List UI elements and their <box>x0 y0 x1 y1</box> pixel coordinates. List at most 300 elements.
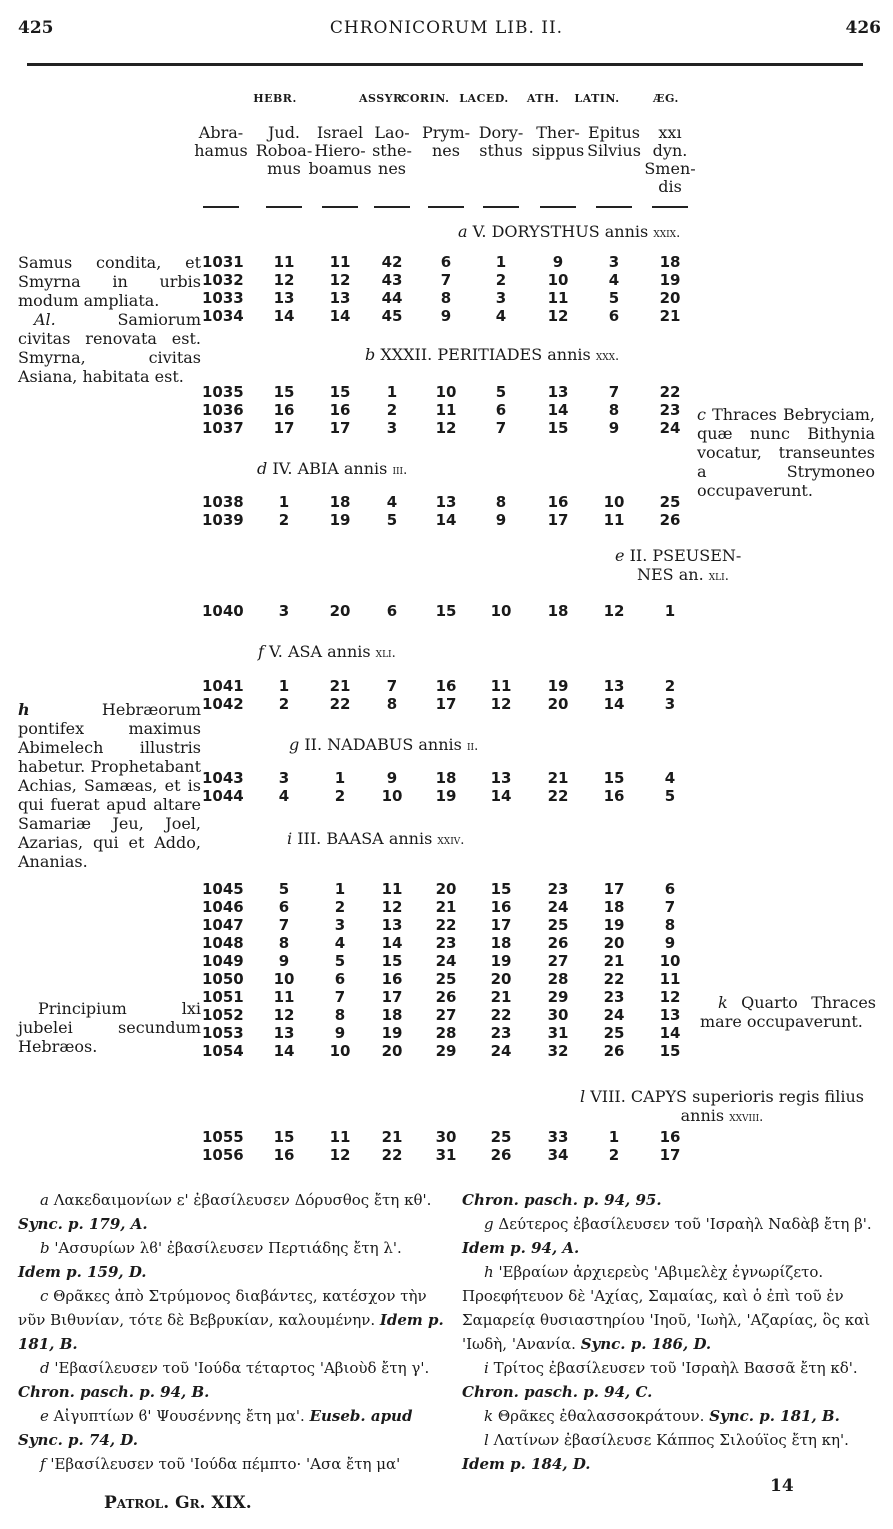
margin-note-k: k Quarto Thraces mare occupaverunt. <box>700 993 876 1031</box>
column-group-label: CORIN. <box>400 92 450 105</box>
table-cell: 6 <box>440 253 452 271</box>
table-cell: 12 <box>381 898 403 916</box>
footnote-text: Δεύτερος ἐβασίλευσεν τοῦ 'Ισραὴλ Ναδὰβ ἔτη β'. <box>498 1215 872 1233</box>
year-cell: 1032 <box>202 271 244 289</box>
table-cell: 3 <box>278 769 290 787</box>
table-cell: 3 <box>495 289 507 307</box>
table-cell: 1 <box>334 769 346 787</box>
table-cell: 18 <box>490 934 512 952</box>
table-cell: 6 <box>278 898 290 916</box>
footnote-source: Idem p. 159, D. <box>18 1263 147 1281</box>
table-cell: 1 <box>278 677 290 695</box>
table-cell: 1 <box>278 493 290 511</box>
table-cell: 26 <box>490 1146 512 1164</box>
table-cell: 4 <box>334 934 346 952</box>
table-cell: 10 <box>381 787 403 805</box>
footnote-e <box>18 1404 446 1452</box>
table-cell: 5 <box>664 787 676 805</box>
table-cell: 17 <box>603 880 625 898</box>
table-cell: 23 <box>490 1024 512 1042</box>
table-cell: 2 <box>386 401 398 419</box>
table-cell: 1 <box>334 880 346 898</box>
table-cell: 12 <box>329 271 351 289</box>
table-cell: 13 <box>435 493 457 511</box>
table-cell: 14 <box>273 307 295 325</box>
table-cell: 4 <box>608 271 620 289</box>
table-cell: 26 <box>659 511 681 529</box>
footnote-text: Λακεδαιμονίων ε' ἐβασίλευσεν Δόρυσθος ἔτη κθ'. <box>53 1191 432 1209</box>
footnote-source: Chron. pasch. p. 94, C. <box>462 1383 653 1401</box>
table-cell: 24 <box>659 419 681 437</box>
table-cell: 9 <box>608 419 620 437</box>
table-cell: 26 <box>603 1042 625 1060</box>
table-cell: 17 <box>381 988 403 1006</box>
table-cell: 11 <box>603 511 625 529</box>
column-head: Dory- sthus <box>478 123 524 160</box>
table-cell: 19 <box>547 677 569 695</box>
year-cell: 1034 <box>202 307 244 325</box>
footnote-text: Θρᾶκες ἐθαλασσοκράτουν. <box>497 1407 710 1425</box>
year-cell: 1046 <box>202 898 244 916</box>
footnote-letter: c <box>40 1287 54 1305</box>
table-cell: 25 <box>603 1024 625 1042</box>
footnote-letter: i <box>484 1359 494 1377</box>
patrologia-signature: Patrol. Gr. XIX. <box>104 1493 252 1513</box>
column-head: Prym- nes <box>421 123 471 160</box>
table-cell: 12 <box>273 271 295 289</box>
table-cell: 4 <box>664 769 676 787</box>
table-cell: 32 <box>547 1042 569 1060</box>
table-cell: 2 <box>664 677 676 695</box>
table-cell: 15 <box>435 602 457 620</box>
table-cell: 3 <box>386 419 398 437</box>
footnote-source: Idem p. 94, A. <box>462 1239 580 1257</box>
column-group-label: LATIN. <box>574 92 620 105</box>
table-cell: 17 <box>547 511 569 529</box>
table-cell: 19 <box>490 952 512 970</box>
footnote-cont <box>462 1188 877 1212</box>
footnote-letter: b <box>40 1239 55 1257</box>
table-cell: 17 <box>659 1146 681 1164</box>
footnote-l <box>462 1428 877 1476</box>
header-rule <box>27 63 863 66</box>
column-rule <box>266 206 302 208</box>
table-cell: 22 <box>381 1146 403 1164</box>
king-heading-i: i III. BAASA annis xxiv. <box>287 829 465 848</box>
footnote-letter: e <box>40 1407 54 1425</box>
footnote-letter: d <box>40 1359 55 1377</box>
table-cell: 15 <box>329 383 351 401</box>
table-cell: 13 <box>329 289 351 307</box>
column-head: Abra- hamus <box>194 123 248 160</box>
table-cell: 20 <box>381 1042 403 1060</box>
footnote-source: Sync. p. 179, A. <box>18 1215 148 1233</box>
table-cell: 1 <box>386 383 398 401</box>
table-cell: 7 <box>386 677 398 695</box>
year-cell: 1036 <box>202 401 244 419</box>
table-cell: 24 <box>490 1042 512 1060</box>
table-cell: 6 <box>334 970 346 988</box>
table-cell: 7 <box>608 383 620 401</box>
table-cell: 17 <box>273 419 295 437</box>
table-cell: 13 <box>547 383 569 401</box>
table-cell: 29 <box>547 988 569 1006</box>
table-cell: 13 <box>490 769 512 787</box>
year-cell: 1053 <box>202 1024 244 1042</box>
footnote-text: Αἰγυπτίων ϐ' Ψουσέννης ἔτη μα'. <box>53 1407 310 1425</box>
table-cell: 27 <box>435 1006 457 1024</box>
footnote-letter: h <box>484 1263 499 1281</box>
table-cell: 18 <box>329 493 351 511</box>
column-head: Ther- sippus <box>531 123 585 160</box>
column-rule <box>374 206 410 208</box>
table-cell: 28 <box>435 1024 457 1042</box>
year-cell: 1054 <box>202 1042 244 1060</box>
column-rule <box>322 206 358 208</box>
year-cell: 1031 <box>202 253 244 271</box>
table-cell: 21 <box>659 307 681 325</box>
table-cell: 4 <box>386 493 398 511</box>
king-heading-g: g II. NADABUS annis ii. <box>289 735 479 754</box>
footnote-text: Θρᾶκες ἀπὸ Στρύμονος διαβάντες, κατέσχον τὴν νῦν Βιθυνίαν, τότε δὲ Βεβρυκίαν, καλουμένην. <box>18 1287 427 1329</box>
table-cell: 24 <box>603 1006 625 1024</box>
table-cell: 6 <box>495 401 507 419</box>
table-cell: 18 <box>547 602 569 620</box>
table-cell: 9 <box>278 952 290 970</box>
table-cell: 3 <box>664 695 676 713</box>
table-cell: 8 <box>278 934 290 952</box>
year-cell: 1037 <box>202 419 244 437</box>
table-cell: 22 <box>435 916 457 934</box>
table-cell: 14 <box>659 1024 681 1042</box>
table-cell: 21 <box>381 1128 403 1146</box>
table-cell: 11 <box>329 1128 351 1146</box>
table-cell: 2 <box>608 1146 620 1164</box>
table-cell: 17 <box>329 419 351 437</box>
footnote-letter: a <box>40 1191 54 1209</box>
table-cell: 11 <box>547 289 569 307</box>
table-cell: 45 <box>381 307 403 325</box>
column-rule <box>596 206 632 208</box>
table-cell: 15 <box>273 383 295 401</box>
table-cell: 9 <box>386 769 398 787</box>
footnote-source: Idem p. 184, D. <box>462 1455 591 1473</box>
table-cell: 5 <box>608 289 620 307</box>
table-cell: 2 <box>334 898 346 916</box>
column-head: Epitus Silvius <box>587 123 641 160</box>
footnote-source: Sync. p. 186, D. <box>580 1335 712 1353</box>
table-cell: 26 <box>435 988 457 1006</box>
table-cell: 2 <box>278 695 290 713</box>
table-cell: 27 <box>547 952 569 970</box>
table-cell: 6 <box>608 307 620 325</box>
footnote-text: 'Εβασίλευσεν τοῦ 'Ιούδα πέμπτο· 'Ασα ἔτη μα' <box>50 1455 401 1473</box>
year-cell: 1033 <box>202 289 244 307</box>
table-cell: 11 <box>381 880 403 898</box>
table-cell: 1 <box>664 602 676 620</box>
table-cell: 12 <box>547 307 569 325</box>
table-cell: 11 <box>490 677 512 695</box>
table-cell: 16 <box>490 898 512 916</box>
table-cell: 22 <box>603 970 625 988</box>
footnote-i <box>462 1356 877 1404</box>
running-title: CHRONICORUM LIB. II. <box>329 18 564 38</box>
footnote-h <box>462 1260 877 1356</box>
year-cell: 1045 <box>202 880 244 898</box>
table-cell: 11 <box>659 970 681 988</box>
table-cell: 21 <box>490 988 512 1006</box>
footnote-letter: k <box>484 1407 498 1425</box>
table-cell: 16 <box>659 1128 681 1146</box>
footnote-column <box>462 1188 877 1476</box>
year-cell: 1055 <box>202 1128 244 1146</box>
table-cell: 20 <box>329 602 351 620</box>
table-cell: 15 <box>273 1128 295 1146</box>
king-heading-b: b XXXII. PERITIADES annis xxx. <box>365 345 620 364</box>
margin-note-samus: Samus condita, et Smyrna in urbis modum ampliata. <box>18 253 201 310</box>
column-group-label: LACED. <box>459 92 509 105</box>
table-cell: 2 <box>495 271 507 289</box>
table-cell: 25 <box>659 493 681 511</box>
column-head: Lao- sthe- nes <box>372 123 412 178</box>
table-cell: 22 <box>659 383 681 401</box>
table-cell: 13 <box>273 289 295 307</box>
footnote-source: Euseb. apud Sync. p. 74, D. <box>18 1407 413 1449</box>
margin-note-samiorum: Al. Samiorum civitas renovata est. Smyrna, civitas Asiana, habitata est. <box>18 310 201 386</box>
margin-note-c: c Thraces Bebryciam, quæ nunc Bithynia vocatur, transeuntes a Strymoneo occupaverunt. <box>697 405 875 500</box>
footnote-text: Τρίτος ἐβασίλευσεν τοῦ 'Ισραὴλ Βασσᾶ ἔτη κδ'. <box>493 1359 858 1377</box>
table-cell: 25 <box>435 970 457 988</box>
table-cell: 5 <box>495 383 507 401</box>
table-cell: 8 <box>334 1006 346 1024</box>
table-cell: 11 <box>273 988 295 1006</box>
table-cell: 30 <box>435 1128 457 1146</box>
footnote-letter: l <box>484 1431 494 1449</box>
table-cell: 12 <box>435 419 457 437</box>
footnote-letter: f <box>40 1455 51 1473</box>
table-cell: 29 <box>435 1042 457 1060</box>
table-cell: 7 <box>664 898 676 916</box>
table-cell: 7 <box>495 419 507 437</box>
table-cell: 24 <box>547 898 569 916</box>
table-cell: 9 <box>334 1024 346 1042</box>
footnote-f <box>18 1452 446 1476</box>
table-cell: 20 <box>603 934 625 952</box>
footnote-column <box>18 1188 446 1476</box>
table-cell: 16 <box>329 401 351 419</box>
column-rule <box>652 206 688 208</box>
table-cell: 25 <box>547 916 569 934</box>
table-cell: 16 <box>435 677 457 695</box>
table-cell: 14 <box>547 401 569 419</box>
table-cell: 42 <box>381 253 403 271</box>
table-cell: 11 <box>435 401 457 419</box>
table-cell: 13 <box>659 1006 681 1024</box>
table-cell: 5 <box>386 511 398 529</box>
table-cell: 10 <box>435 383 457 401</box>
footnote-k <box>462 1404 877 1428</box>
table-cell: 14 <box>329 307 351 325</box>
year-cell: 1044 <box>202 787 244 805</box>
king-heading-e: e II. PSEUSEN- NES an. xli. <box>615 546 742 584</box>
table-cell: 15 <box>490 880 512 898</box>
table-cell: 14 <box>435 511 457 529</box>
table-cell: 34 <box>547 1146 569 1164</box>
table-cell: 12 <box>603 602 625 620</box>
footnote-letter: g <box>484 1215 499 1233</box>
table-cell: 3 <box>278 602 290 620</box>
table-cell: 3 <box>334 916 346 934</box>
table-cell: 24 <box>435 952 457 970</box>
table-cell: 7 <box>334 988 346 1006</box>
column-head: Jud. Roboa- mus <box>255 123 313 178</box>
table-cell: 8 <box>440 289 452 307</box>
table-cell: 20 <box>659 289 681 307</box>
column-head: xxı dyn. Smen- dis <box>644 123 696 196</box>
table-cell: 6 <box>386 602 398 620</box>
table-cell: 1 <box>495 253 507 271</box>
footnote-source: Chron. pasch. p. 94, 95. <box>462 1191 662 1209</box>
table-cell: 22 <box>329 695 351 713</box>
table-cell: 22 <box>547 787 569 805</box>
table-cell: 13 <box>603 677 625 695</box>
year-cell: 1056 <box>202 1146 244 1164</box>
table-cell: 26 <box>547 934 569 952</box>
table-cell: 9 <box>664 934 676 952</box>
table-cell: 14 <box>490 787 512 805</box>
footnote-g <box>462 1212 877 1260</box>
year-cell: 1040 <box>202 602 244 620</box>
table-cell: 7 <box>440 271 452 289</box>
table-cell: 19 <box>659 271 681 289</box>
table-cell: 23 <box>603 988 625 1006</box>
table-cell: 28 <box>547 970 569 988</box>
table-cell: 16 <box>603 787 625 805</box>
footnote-text: 'Εβασίλευσεν τοῦ 'Ιούδα τέταρτος 'Αβιοὺδ ἔτη γ'. <box>54 1359 430 1377</box>
table-cell: 44 <box>381 289 403 307</box>
year-cell: 1039 <box>202 511 244 529</box>
footnote-text: 'Ασσυρίων λϐ' ἐβασίλευσεν Περτιάδης ἔτη λ'. <box>54 1239 402 1257</box>
table-cell: 11 <box>273 253 295 271</box>
year-cell: 1042 <box>202 695 244 713</box>
table-cell: 6 <box>664 880 676 898</box>
year-cell: 1050 <box>202 970 244 988</box>
column-group-label: ATH. <box>526 92 560 105</box>
footnote-text: 'Εβραίων ἀρχιερεὺς 'Αβιμελὲχ ἐγνωρίζετο. Προεφήτευον δὲ 'Αχίας, Σαμαίας, καὶ ὁ ἐπὶ τοῦ ἐν Σαμαρείᾳ θυσιαστηρίου 'Ιηοῦ, 'Ιωὴλ, 'Αζαρίας, ὃς καὶ 'Ιωδὴ, 'Ανανία. <box>462 1263 871 1353</box>
king-heading-a: a V. DORYSTHUS annis xxix. <box>458 222 681 241</box>
footnote-source: Sync. p. 181, B. <box>709 1407 840 1425</box>
table-cell: 31 <box>547 1024 569 1042</box>
column-group-label: ÆG. <box>653 92 679 105</box>
table-cell: 8 <box>386 695 398 713</box>
table-cell: 13 <box>273 1024 295 1042</box>
table-cell: 19 <box>329 511 351 529</box>
table-cell: 4 <box>278 787 290 805</box>
king-heading-f: f V. ASA annis xli. <box>258 642 396 661</box>
table-cell: 9 <box>440 307 452 325</box>
footnote-a <box>18 1188 446 1236</box>
table-cell: 16 <box>273 1146 295 1164</box>
table-cell: 20 <box>435 880 457 898</box>
table-cell: 25 <box>490 1128 512 1146</box>
table-cell: 23 <box>547 880 569 898</box>
table-cell: 10 <box>659 952 681 970</box>
table-cell: 16 <box>381 970 403 988</box>
table-cell: 21 <box>547 769 569 787</box>
table-cell: 31 <box>435 1146 457 1164</box>
table-cell: 21 <box>329 677 351 695</box>
table-cell: 15 <box>547 419 569 437</box>
year-cell: 1052 <box>202 1006 244 1024</box>
table-cell: 14 <box>603 695 625 713</box>
table-cell: 14 <box>381 934 403 952</box>
footnote-d <box>18 1356 446 1404</box>
year-cell: 1043 <box>202 769 244 787</box>
table-cell: 1 <box>608 1128 620 1146</box>
year-cell: 1048 <box>202 934 244 952</box>
table-cell: 7 <box>278 916 290 934</box>
table-cell: 8 <box>495 493 507 511</box>
year-cell: 1047 <box>202 916 244 934</box>
table-cell: 19 <box>381 1024 403 1042</box>
table-cell: 5 <box>278 880 290 898</box>
column-rule <box>203 206 239 208</box>
table-cell: 14 <box>273 1042 295 1060</box>
table-cell: 3 <box>608 253 620 271</box>
table-cell: 16 <box>547 493 569 511</box>
year-cell: 1049 <box>202 952 244 970</box>
table-cell: 9 <box>495 511 507 529</box>
table-cell: 15 <box>381 952 403 970</box>
year-cell: 1051 <box>202 988 244 1006</box>
footnote-source: Idem p. 181, B. <box>18 1311 444 1353</box>
table-cell: 2 <box>334 787 346 805</box>
table-cell: 4 <box>495 307 507 325</box>
column-rule <box>483 206 519 208</box>
year-cell: 1035 <box>202 383 244 401</box>
table-cell: 2 <box>278 511 290 529</box>
footnote-c <box>18 1284 446 1356</box>
table-cell: 21 <box>435 898 457 916</box>
column-group-label: HEBR. <box>253 92 297 105</box>
table-cell: 30 <box>547 1006 569 1024</box>
table-cell: 11 <box>329 253 351 271</box>
table-cell: 20 <box>490 970 512 988</box>
column-head: Israel Hiero- boamus <box>308 123 372 178</box>
table-cell: 17 <box>490 916 512 934</box>
page-number-left: 425 <box>18 18 54 38</box>
column-rule <box>540 206 576 208</box>
table-cell: 10 <box>273 970 295 988</box>
year-cell: 1038 <box>202 493 244 511</box>
table-cell: 19 <box>603 916 625 934</box>
table-cell: 10 <box>603 493 625 511</box>
margin-note-jubilee: Principium lxi jubelei secundum Hebræos. <box>18 999 201 1056</box>
table-cell: 18 <box>603 898 625 916</box>
table-cell: 18 <box>381 1006 403 1024</box>
table-cell: 21 <box>603 952 625 970</box>
table-cell: 5 <box>334 952 346 970</box>
table-cell: 43 <box>381 271 403 289</box>
table-cell: 12 <box>659 988 681 1006</box>
gathering-number: 14 <box>770 1476 794 1496</box>
table-cell: 8 <box>608 401 620 419</box>
table-cell: 22 <box>490 1006 512 1024</box>
year-cell: 1041 <box>202 677 244 695</box>
table-cell: 23 <box>659 401 681 419</box>
table-cell: 16 <box>273 401 295 419</box>
table-cell: 33 <box>547 1128 569 1146</box>
